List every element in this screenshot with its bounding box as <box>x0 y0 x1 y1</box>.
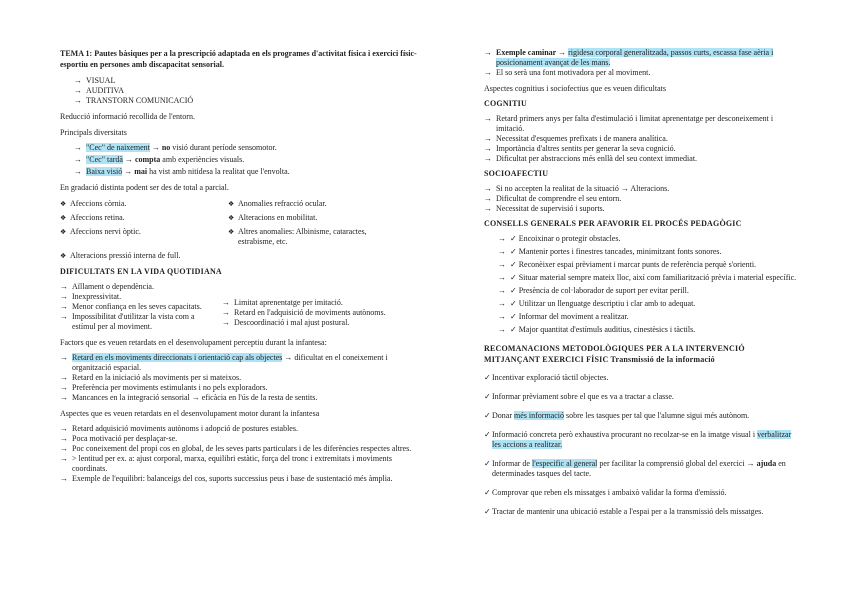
text: Informació concreta però exhaustiva procurant no recolzar-se en la imatge visual i <box>492 430 758 439</box>
list-item: → Preferència per moviments estimulants i no pels exploradors. <box>60 383 422 393</box>
list-item: → VISUAL <box>74 76 422 86</box>
list-item: → Retard en l'adquisició de moviments autònoms. <box>222 308 398 318</box>
list-item: → Aïllament o dependència. <box>60 282 218 292</box>
list-item: → ✓ Situar material sempre mateix lloc, així com familiarització prèvia i material específic. <box>498 273 802 283</box>
highlight: verbalitzar les accions a realitzar. <box>492 430 792 449</box>
bold-text: Exemple caminar → <box>496 48 567 57</box>
bold-text: → mai <box>124 167 148 176</box>
list-item: → Si no accepten la realitat de la situació → Alteracions. <box>484 184 802 194</box>
right-column <box>484 48 802 526</box>
list-item: → ✓ Reconèixer espai prèviament i marcar punts de referència perquè s'orienti. <box>498 260 802 270</box>
list-item <box>484 48 802 68</box>
list-item: → Dificultat per abstraccions més enllà del seu context immediat. <box>484 154 802 164</box>
list-item: → Poca motivació per desplaçar-se. <box>60 434 422 444</box>
recom-item <box>484 430 802 450</box>
list-item: → ✓ Presència de col·laborador de suport per evitar perill. <box>498 286 802 296</box>
list-item: → Dificultat de comprendre el seu entorn. <box>484 194 802 204</box>
bold-text: → no <box>151 143 171 152</box>
text: visió durant període sensomotor. <box>170 143 277 152</box>
text: Informar de <box>492 459 532 468</box>
text: amb experiències visuals. <box>160 155 245 164</box>
aspectes-cog-text: Aspectes cognitius i sociofectius que es veuen dificultats <box>484 84 666 93</box>
list-item: → Mancances en la integració sensorial → eficàcia en l'ús de la resta de sentits. <box>60 393 422 403</box>
list-item: → Poc coneixement del propi cos en global, de les seves parts particulars i de les diferències respectes altres. <box>60 444 422 454</box>
factors-intro: Factors que es veuen retardats en el desenvolupament perceptiu durant la infantesa: <box>60 338 327 347</box>
list-item: → El so serà una font motivadora per al moviment. <box>484 68 802 78</box>
list-item: → Descoordinació i mal ajust postural. <box>222 318 398 328</box>
cec-list <box>60 143 422 177</box>
consells-heading: CONSELLS GENERALS PER AFAVORIR EL PROCÉS PEDAGÒGIC <box>484 219 742 228</box>
highlight: Retard en els moviments direccionats i orientació cap als objectes <box>72 353 283 362</box>
principals-text: Principals diversitats <box>60 128 127 137</box>
aspectes-list <box>60 424 422 484</box>
list-item: → Menor confiança en les seves capacitats. <box>60 302 218 312</box>
text: → dificultat en el coneixement i organització espacial. <box>72 353 388 372</box>
socio-list <box>484 184 802 214</box>
list-item: → ✓ Informar del moviment a realitzar. <box>498 312 802 322</box>
list-item: → Retard adquisició moviments autònoms i adopció de postures estables. <box>60 424 422 434</box>
cognitiu-heading: COGNITIU <box>484 99 527 108</box>
factors-list <box>60 353 422 403</box>
list-item: → Retard primers anys per falta d'estimulació i limitat aprenentatge per desconeixement i imitació. <box>484 114 802 134</box>
recom-item: ✓ Tractar de mantenir una ubicació estable a l'espai per a la transmissió dels missatges. <box>484 507 802 517</box>
grid-item: ❖ Afeccions retina. <box>60 213 224 223</box>
list-item: → ✓ Utilitzar un llenguatge descriptiu i clar amb to adequat. <box>498 299 802 309</box>
grid-item: ❖ Anomalies refracció ocular. <box>228 199 398 209</box>
dificultats-list-a <box>60 282 218 332</box>
list-item: → TRANSTORN COMUNICACIÓ <box>74 96 422 106</box>
highlight: "Cec" tardà <box>86 155 123 164</box>
bold-text: ajuda <box>756 459 777 468</box>
list-item: → Necessitat de supervisió i suports. <box>484 204 802 214</box>
grid-item: ❖ Alteracions pressió interna de full. <box>60 251 224 261</box>
list-item: → Limitat aprenentatge per imitació. <box>222 298 398 308</box>
highlight: "Cec" de naixement <box>86 143 150 152</box>
list-item: → Importància d'altres sentits per generar la seva cognició. <box>484 144 802 154</box>
recom-item <box>484 411 802 421</box>
list-item: → AUDITIVA <box>74 86 422 96</box>
list-item <box>74 167 422 177</box>
list-item <box>60 353 422 373</box>
reduccio-text: Reducció informació recollida de l'entorn. <box>60 112 195 121</box>
list-item: → Exemple de l'equilibri: balanceigs del cos, suports successius peus i base de sustentació més àmplia. <box>60 474 422 484</box>
text: sobre les tasques per tal que l'alumne sigui més autònom. <box>563 411 750 420</box>
gradacio-text: En gradació distinta podent ser des de total a parcial. <box>60 183 229 192</box>
dificultats-list-b <box>222 282 398 332</box>
consells-list <box>484 234 802 335</box>
aspectes-intro: Aspectes que es veuen retardats en el desenvolupament motor durant la infantesa <box>60 409 320 418</box>
text: per facilitar la comprensió global del exercici → <box>597 459 757 468</box>
highlight: rigidesa corporal generalitzada, passos curts, escassa fase aèria i posicionament avançat de les mans. <box>496 48 774 67</box>
heading-text: RECOMANACIONS METODOLÒGIQUES PER A LA INTERVENCIÓ MITJANÇANT EXERCICI FÍSIC <box>484 344 745 364</box>
recom-item: ✓ Incentivar exploració tàctil objectes. <box>484 373 802 383</box>
recom-item <box>484 459 802 479</box>
recom-heading <box>484 343 802 365</box>
grid-item: ❖ Altres anomalies: Albinisme, cataractes, estrabisme, etc. <box>228 227 398 247</box>
grid-item: ❖ Alteracions en mobilitat. <box>228 213 398 223</box>
text: ha vist amb nitidesa la realitat que l'envolta. <box>147 167 290 176</box>
exemple-list <box>484 48 802 78</box>
afeccions-grid <box>60 199 422 261</box>
left-column <box>60 48 422 484</box>
recom-item: ✓ Informar prèviament sobre el que es va a tractar a classe. <box>484 392 802 402</box>
heading-subtitle: Transmissió de la informació <box>610 355 715 364</box>
list-item: → Impossibilitat d'utilitzar la vista com a estímul per al moviment. <box>60 312 218 332</box>
list-item: → > lentitud per ex. a: ajust corporal, marxa, equilibri estàtic, força del tronc i extremitats i moviments coordinats. <box>60 454 422 474</box>
dificultats-heading: DIFICULTATS EN LA VIDA QUOTIDIANA <box>60 267 222 276</box>
cognitiu-list <box>484 114 802 164</box>
list-item <box>74 143 422 153</box>
bold-text: → compta <box>124 155 161 164</box>
list-item: → Retard en la iniciació als moviments per si mateixos. <box>60 373 422 383</box>
text: en determinades tasques del tacte. <box>492 459 786 478</box>
list-item: → Necessitat d'esquemes prefixats i de manera analítica. <box>484 134 802 144</box>
socio-heading: SOCIOAFECTIU <box>484 169 549 178</box>
disc-types-list <box>60 76 422 106</box>
list-item: → ✓ Mantenir portes i finestres tancades, minimitzant fonts sonores. <box>498 247 802 257</box>
highlight: més informació <box>514 411 564 420</box>
text: Donar <box>492 411 514 420</box>
grid-item: ❖ Afeccions nervi òptic. <box>60 227 224 247</box>
list-item: → Inexpressivitat. <box>60 292 218 302</box>
list-item: → ✓ Encoixinar o protegir obstacles. <box>498 234 802 244</box>
highlight: Baixa visió <box>86 167 123 176</box>
dificultats-columns <box>60 282 422 332</box>
recom-item: ✓ Comprovar que reben els missatges i ambaixò validar la forma d'emissió. <box>484 488 802 498</box>
doc-title: TEMA 1: Pautes bàsiques per a la prescripció adaptada en els programes d'activitat física i exercici físic-esportiu en persones amb discapacitat sensorial. <box>60 49 417 69</box>
list-item: → ✓ Major quantitat d'estímuls auditius, cinestèsics i tàctils. <box>498 325 802 335</box>
highlight: l'especific al general <box>531 459 598 468</box>
list-item <box>74 155 422 165</box>
grid-item: ❖ Afeccions còrnia. <box>60 199 224 209</box>
